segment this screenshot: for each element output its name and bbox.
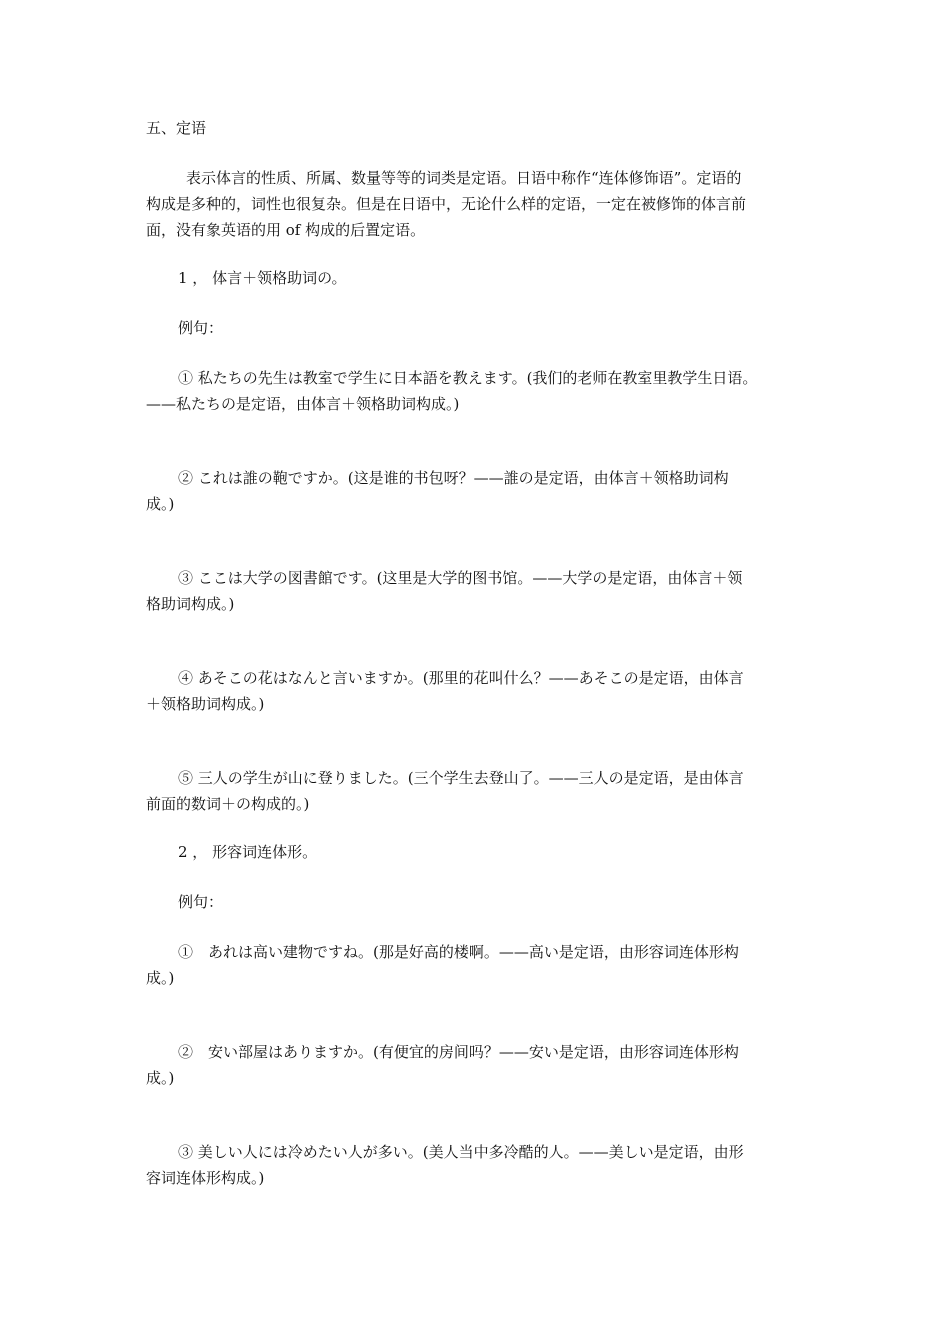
part1-example-5-line-2: 前面的数词＋の构成的。) [146, 795, 310, 813]
intro-line-3: 面，没有象英语的用 of 构成的后置定语。 [146, 221, 426, 239]
intro-line-1: 表示体言的性质、所属、数量等等的词类是定语。日语中称作“连体修饰语”。定语的 [186, 169, 742, 187]
part1-example-4-line-2: ＋领格助词构成。) [146, 695, 265, 713]
section-title: 五、定语 [146, 119, 207, 137]
part2-example-1-line-1: ① あれは高い建物ですね。(那是好高的楼啊。——高い是定语，由形容词连体形构 [178, 943, 739, 961]
intro-line-2: 构成是多种的，词性也很复杂。但是在日语中，无论什么样的定语，一定在被修饰的体言前 [146, 195, 747, 213]
part2-example-label: 例句： [178, 893, 224, 911]
part1-example-3-line-1: ③ ここは大学の図書館です。(这里是大学的图书馆。——大学の是定语，由体言＋领 [178, 569, 743, 587]
part1-example-5-line-1: ⑤ 三人の学生が山に登りました。(三个学生去登山了。——三人の是定语，是由体言 [178, 769, 744, 787]
part2-example-3-line-1: ③ 美しい人には冷めたい人が多い。(美人当中多冷酷的人。——美しい是定语，由形 [178, 1143, 744, 1161]
part2-example-2-line-2: 成。) [146, 1069, 175, 1087]
part2-example-1-line-2: 成。) [146, 969, 175, 987]
part1-example-2-line-2: 成。) [146, 495, 175, 513]
part1-example-1-line-2: ——私たちの是定语，由体言＋领格助词构成。) [146, 395, 460, 413]
part1-example-3-line-2: 格助词构成。) [146, 595, 235, 613]
part2-example-3-line-2: 容词连体形构成。) [146, 1169, 265, 1187]
part1-example-1-line-1: ① 私たちの先生は教室で学生に日本語を教えます。(我们的老师在教室里教学生日语。 [178, 369, 758, 387]
part1-heading: 1 ， 体言＋领格助词の。 [178, 269, 347, 287]
part2-example-2-line-1: ② 安い部屋はありますか。(有便宜的房间吗？——安い是定语，由形容词连体形构 [178, 1043, 739, 1061]
part1-example-4-line-1: ④ あそこの花はなんと言いますか。(那里的花叫什么？——あそこの是定语，由体言 [178, 669, 744, 687]
part2-heading: 2 ， 形容词连体形。 [178, 843, 318, 861]
part1-example-label: 例句： [178, 319, 224, 337]
part1-example-2-line-1: ② これは誰の鞄ですか。(这是谁的书包呀？——誰の是定语，由体言＋领格助词构 [178, 469, 729, 487]
